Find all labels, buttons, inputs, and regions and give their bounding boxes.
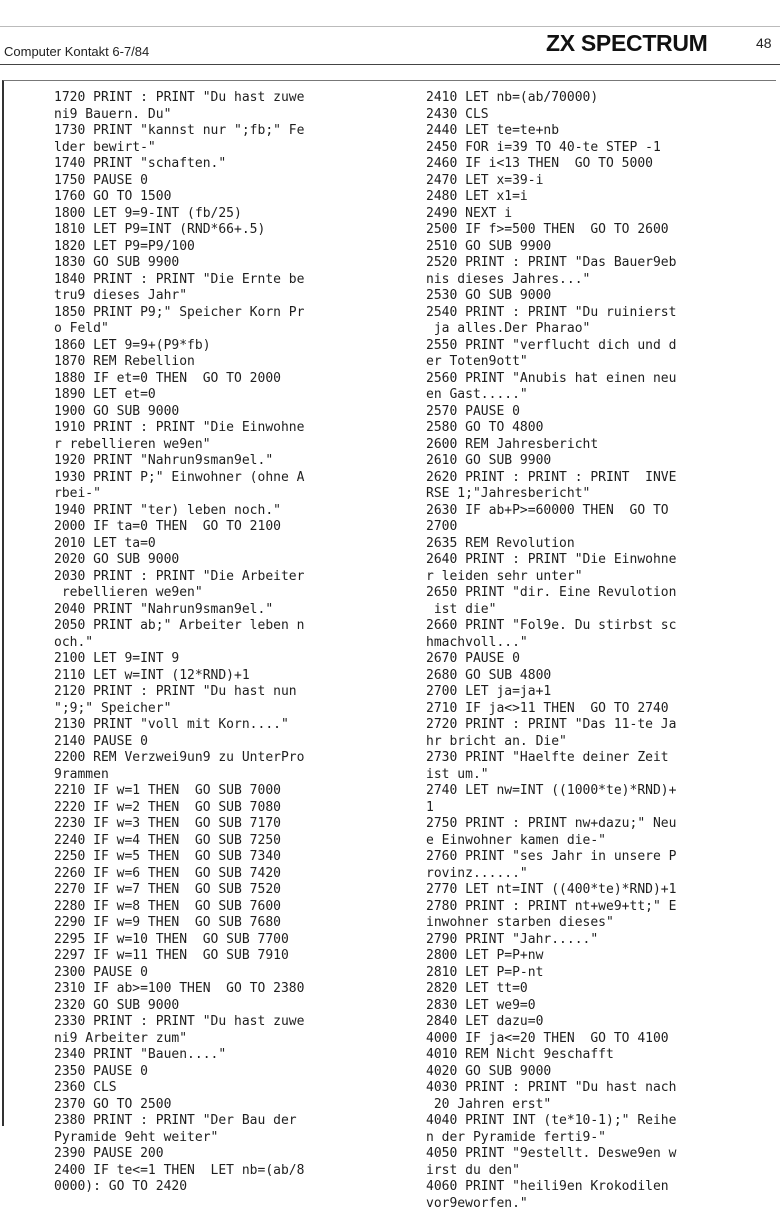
code-line: 2340 PRINT "Bauen...."	[54, 1047, 304, 1064]
code-line: 2430 CLS	[426, 107, 676, 124]
code-line: 2580 GO TO 4800	[426, 420, 676, 437]
code-line: 2740 LET nw=INT ((1000*te)*RND)+	[426, 783, 676, 800]
code-line: ist die"	[426, 602, 676, 619]
code-line: rebellieren we9en"	[54, 585, 304, 602]
code-line: 1720 PRINT : PRINT "Du hast zuwe	[54, 90, 304, 107]
code-line: 1830 GO SUB 9900	[54, 255, 304, 272]
code-line: 1880 IF et=0 THEN GO TO 2000	[54, 371, 304, 388]
page-number: 48	[756, 35, 772, 51]
code-line: 2140 PAUSE 0	[54, 734, 304, 751]
code-line: 2110 LET w=INT (12*RND)+1	[54, 668, 304, 685]
code-line: 2530 GO SUB 9000	[426, 288, 676, 305]
code-line: vor9eworfen."	[426, 1196, 676, 1212]
code-line: 1870 REM Rebellion	[54, 354, 304, 371]
code-line: 2390 PAUSE 200	[54, 1146, 304, 1163]
code-line: 1800 LET 9=9-INT (fb/25)	[54, 206, 304, 223]
code-line: hmachvoll..."	[426, 635, 676, 652]
code-line: 2730 PRINT "Haelfte deiner Zeit	[426, 750, 676, 767]
code-line: 2240 IF w=4 THEN GO SUB 7250	[54, 833, 304, 850]
code-line: 2470 LET x=39-i	[426, 173, 676, 190]
code-line: 4060 PRINT "heili9en Krokodilen	[426, 1179, 676, 1196]
code-line: 2620 PRINT : PRINT : PRINT INVE	[426, 470, 676, 487]
page-header	[0, 0, 780, 70]
code-line: 1850 PRINT P9;" Speicher Korn Pr	[54, 305, 304, 322]
code-line: n der Pyramide ferti9-"	[426, 1130, 676, 1147]
code-line: nis dieses Jahres..."	[426, 272, 676, 289]
code-line: 1730 PRINT "kannst nur ";fb;" Fe	[54, 123, 304, 140]
code-line: er Toten9ott"	[426, 354, 676, 371]
code-line: 2780 PRINT : PRINT nt+we9+tt;" E	[426, 899, 676, 916]
code-line: 2280 IF w=8 THEN GO SUB 7600	[54, 899, 304, 916]
code-line: 2600 REM Jahresbericht	[426, 437, 676, 454]
code-line: lder bewirt-"	[54, 140, 304, 157]
code-line: 2230 IF w=3 THEN GO SUB 7170	[54, 816, 304, 833]
code-line: 1	[426, 800, 676, 817]
code-line: 1860 LET 9=9+(P9*fb)	[54, 338, 304, 355]
code-line: 2840 LET dazu=0	[426, 1014, 676, 1031]
code-line: RSE 1;"Jahresbericht"	[426, 486, 676, 503]
code-line: 1750 PAUSE 0	[54, 173, 304, 190]
code-line: ist um."	[426, 767, 676, 784]
code-line: inwohner starben dieses"	[426, 915, 676, 932]
code-line: 2720 PRINT : PRINT "Das 11-te Ja	[426, 717, 676, 734]
magazine-issue-label: Computer Kontakt 6-7/84	[4, 44, 149, 59]
listing-column-right	[426, 90, 676, 1212]
code-line: 2490 NEXT i	[426, 206, 676, 223]
code-line: 2350 PAUSE 0	[54, 1064, 304, 1081]
code-line: 1940 PRINT "ter) leben noch."	[54, 503, 304, 520]
listing-column-left	[54, 90, 304, 1196]
code-line: 4010 REM Nicht 9eschafft	[426, 1047, 676, 1064]
section-title: ZX SPECTRUM	[546, 30, 708, 57]
code-line: 2460 IF i<13 THEN GO TO 5000	[426, 156, 676, 173]
code-line: 4030 PRINT : PRINT "Du hast nach	[426, 1080, 676, 1097]
code-line: 2670 PAUSE 0	[426, 651, 676, 668]
code-line: 1890 LET et=0	[54, 387, 304, 404]
code-line: 2500 IF f>=500 THEN GO TO 2600	[426, 222, 676, 239]
header-bottom-rule	[0, 64, 780, 65]
code-line: 2370 GO TO 2500	[54, 1097, 304, 1114]
code-line: 2050 PRINT ab;" Arbeiter leben n	[54, 618, 304, 635]
header-top-rule	[0, 26, 780, 27]
code-line: 2650 PRINT "dir. Eine Revulotion	[426, 585, 676, 602]
code-line: 2300 PAUSE 0	[54, 965, 304, 982]
code-line: 2410 LET nb=(ab/70000)	[426, 90, 676, 107]
code-line: hr bricht an. Die"	[426, 734, 676, 751]
code-line: Pyramide 9eht weiter"	[54, 1130, 304, 1147]
code-line: 2400 IF te<=1 THEN LET nb=(ab/8	[54, 1163, 304, 1180]
code-line: 2770 LET nt=INT ((400*te)*RND)+1	[426, 882, 676, 899]
code-line: 2550 PRINT "verflucht dich und d	[426, 338, 676, 355]
code-line: 2760 PRINT "ses Jahr in unsere P	[426, 849, 676, 866]
code-line: ";9;" Speicher"	[54, 701, 304, 718]
code-line: 20 Jahren erst"	[426, 1097, 676, 1114]
code-line: 2210 IF w=1 THEN GO SUB 7000	[54, 783, 304, 800]
code-line: 4050 PRINT "9estellt. Deswe9en w	[426, 1146, 676, 1163]
code-line: 2790 PRINT "Jahr....."	[426, 932, 676, 949]
code-line: 2320 GO SUB 9000	[54, 998, 304, 1015]
code-line: 2100 LET 9=INT 9	[54, 651, 304, 668]
code-line: och."	[54, 635, 304, 652]
code-line: ja alles.Der Pharao"	[426, 321, 676, 338]
code-line: 2630 IF ab+P>=60000 THEN GO TO	[426, 503, 676, 520]
code-line: 1820 LET P9=P9/100	[54, 239, 304, 256]
code-line: 2010 LET ta=0	[54, 536, 304, 553]
code-line: 2640 PRINT : PRINT "Die Einwohne	[426, 552, 676, 569]
code-line: 2290 IF w=9 THEN GO SUB 7680	[54, 915, 304, 932]
code-line: 2030 PRINT : PRINT "Die Arbeiter	[54, 569, 304, 586]
code-line: 2510 GO SUB 9900	[426, 239, 676, 256]
code-line: 2250 IF w=5 THEN GO SUB 7340	[54, 849, 304, 866]
code-line: en Gast....."	[426, 387, 676, 404]
code-line: 2520 PRINT : PRINT "Das Bauer9eb	[426, 255, 676, 272]
code-line: 4040 PRINT INT (te*10-1);" Reihe	[426, 1113, 676, 1130]
code-line: 2800 LET P=P+nw	[426, 948, 676, 965]
code-line: ni9 Bauern. Du"	[54, 107, 304, 124]
code-line: r leiden sehr unter"	[426, 569, 676, 586]
code-line: 2560 PRINT "Anubis hat einen neu	[426, 371, 676, 388]
code-line: 2635 REM Revolution	[426, 536, 676, 553]
code-line: 2480 LET x1=i	[426, 189, 676, 206]
code-line: 2260 IF w=6 THEN GO SUB 7420	[54, 866, 304, 883]
code-line: 2440 LET te=te+nb	[426, 123, 676, 140]
code-line: 2700 LET ja=ja+1	[426, 684, 676, 701]
code-line: 1930 PRINT P;" Einwohner (ohne A	[54, 470, 304, 487]
code-line: 2700	[426, 519, 676, 536]
code-line: 2310 IF ab>=100 THEN GO TO 2380	[54, 981, 304, 998]
code-line: 2130 PRINT "voll mit Korn...."	[54, 717, 304, 734]
code-line: 2610 GO SUB 9900	[426, 453, 676, 470]
code-line: 2000 IF ta=0 THEN GO TO 2100	[54, 519, 304, 536]
code-line: 1840 PRINT : PRINT "Die Ernte be	[54, 272, 304, 289]
code-line: 0000): GO TO 2420	[54, 1179, 304, 1196]
code-line: 1810 LET P9=INT (RND*66+.5)	[54, 222, 304, 239]
code-line: 2830 LET we9=0	[426, 998, 676, 1015]
code-line: irst du den"	[426, 1163, 676, 1180]
code-line: r rebellieren we9en"	[54, 437, 304, 454]
code-line: rovinz......"	[426, 866, 676, 883]
code-line: 2710 IF ja<>11 THEN GO TO 2740	[426, 701, 676, 718]
code-line: 2330 PRINT : PRINT "Du hast zuwe	[54, 1014, 304, 1031]
code-line: tru9 dieses Jahr"	[54, 288, 304, 305]
code-line: 2295 IF w=10 THEN GO SUB 7700	[54, 932, 304, 949]
code-line: 4000 IF ja<=20 THEN GO TO 4100	[426, 1031, 676, 1048]
code-line: 2540 PRINT : PRINT "Du ruinierst	[426, 305, 676, 322]
code-line: o Feld"	[54, 321, 304, 338]
code-line: 2750 PRINT : PRINT nw+dazu;" Neu	[426, 816, 676, 833]
code-line: 2660 PRINT "Fol9e. Du stirbst sc	[426, 618, 676, 635]
code-line: 2380 PRINT : PRINT "Der Bau der	[54, 1113, 304, 1130]
code-line: 2020 GO SUB 9000	[54, 552, 304, 569]
code-line: ni9 Arbeiter zum"	[54, 1031, 304, 1048]
code-line: 2360 CLS	[54, 1080, 304, 1097]
code-line: 4020 GO SUB 9000	[426, 1064, 676, 1081]
code-line: 2680 GO SUB 4800	[426, 668, 676, 685]
code-line: 1760 GO TO 1500	[54, 189, 304, 206]
code-line: 1920 PRINT "Nahrun9sman9el."	[54, 453, 304, 470]
code-line: e Einwohner kamen die-"	[426, 833, 676, 850]
code-line: 2200 REM Verzwei9un9 zu UnterPro	[54, 750, 304, 767]
code-line: 1900 GO SUB 9000	[54, 404, 304, 421]
code-line: 2810 LET P=P-nt	[426, 965, 676, 982]
code-line: 2820 LET tt=0	[426, 981, 676, 998]
code-line: 9rammen	[54, 767, 304, 784]
code-line: 1740 PRINT "schaften."	[54, 156, 304, 173]
code-line: 2220 IF w=2 THEN GO SUB 7080	[54, 800, 304, 817]
code-line: 2570 PAUSE 0	[426, 404, 676, 421]
code-line: 2450 FOR i=39 TO 40-te STEP -1	[426, 140, 676, 157]
code-line: 2120 PRINT : PRINT "Du hast nun	[54, 684, 304, 701]
code-line: 1910 PRINT : PRINT "Die Einwohne	[54, 420, 304, 437]
code-line: 2297 IF w=11 THEN GO SUB 7910	[54, 948, 304, 965]
code-line: 2040 PRINT "Nahrun9sman9el."	[54, 602, 304, 619]
code-line: 2270 IF w=7 THEN GO SUB 7520	[54, 882, 304, 899]
code-line: rbei-"	[54, 486, 304, 503]
